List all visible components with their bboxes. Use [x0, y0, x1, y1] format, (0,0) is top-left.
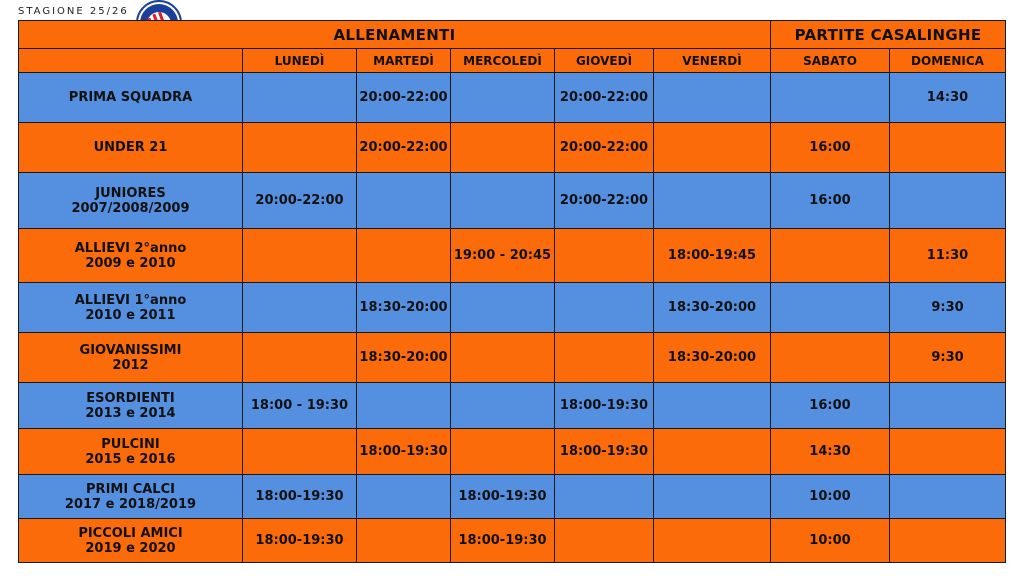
- team-column-header: [19, 49, 243, 73]
- schedule-cell: 20:00-22:00: [357, 73, 451, 123]
- schedule-cell: [357, 519, 451, 563]
- schedule-cell: [555, 283, 654, 333]
- schedule-cell: 9:30: [890, 333, 1006, 383]
- schedule-cell: [890, 519, 1006, 563]
- schedule-cell: [890, 123, 1006, 173]
- team-name-cell: [19, 475, 243, 519]
- team-name-cell: [19, 383, 243, 429]
- table-row: [19, 475, 1006, 519]
- schedule-cell: [357, 229, 451, 283]
- schedule-cell: [451, 429, 555, 475]
- team-name: JUNIORES: [95, 185, 166, 201]
- schedule-cell: [654, 519, 771, 563]
- day-header: VENERDÌ: [654, 49, 771, 73]
- team-name: PULCINI: [101, 436, 160, 452]
- schedule-cell: [555, 519, 654, 563]
- schedule-cell: 10:00: [771, 519, 890, 563]
- team-name-cell: [19, 123, 243, 173]
- schedule-cell: 16:00: [771, 123, 890, 173]
- schedule-cell: 20:00-22:00: [555, 123, 654, 173]
- schedule-cell: 10:00: [771, 475, 890, 519]
- schedule-cell: [771, 333, 890, 383]
- schedule-cell: [243, 429, 357, 475]
- header-group-row: [19, 21, 1006, 49]
- schedule-cell: [243, 333, 357, 383]
- team-name-cell: [19, 519, 243, 563]
- team-name-cell: [19, 229, 243, 283]
- schedule-cell: 18:30-20:00: [357, 333, 451, 383]
- schedule-cell: [771, 283, 890, 333]
- schedule-cell: 18:00-19:30: [555, 429, 654, 475]
- schedule-cell: [451, 283, 555, 333]
- training-header: ALLENAMENTI: [19, 21, 771, 49]
- schedule-cell: [890, 173, 1006, 229]
- table-row: [19, 429, 1006, 475]
- schedule-cell: 18:00 - 19:30: [243, 383, 357, 429]
- schedule-cell: [654, 383, 771, 429]
- schedule-cell: 18:30-20:00: [357, 283, 451, 333]
- day-header: GIOVEDÌ: [555, 49, 654, 73]
- table-row: [19, 333, 1006, 383]
- schedule-cell: [654, 123, 771, 173]
- schedule-cell: 18:00-19:30: [243, 519, 357, 563]
- table-row: [19, 283, 1006, 333]
- schedule-cell: [243, 229, 357, 283]
- table-row: [19, 229, 1006, 283]
- schedule-cell: [357, 383, 451, 429]
- team-name: ALLIEVI 1°anno: [74, 292, 187, 308]
- team-years: 2007/2008/2009: [71, 200, 190, 216]
- team-years: 2017 e 2018/2019: [64, 496, 197, 512]
- day-header: MERCOLEDÌ: [451, 49, 555, 73]
- schedule-cell: 20:00-22:00: [243, 173, 357, 229]
- schedule-cell: 16:00: [771, 173, 890, 229]
- schedule-cell: [243, 73, 357, 123]
- schedule-cell: [243, 283, 357, 333]
- team-years: 2013 e 2014: [85, 405, 176, 421]
- team-name: GIOVANISSIMI: [79, 342, 182, 358]
- day-header: LUNEDÌ: [243, 49, 357, 73]
- season-label: STAGIONE 25/26: [18, 6, 129, 17]
- schedule-cell: 18:00-19:45: [654, 229, 771, 283]
- schedule-cell: [357, 173, 451, 229]
- schedule-cell: [555, 229, 654, 283]
- day-header-row: [19, 49, 1006, 73]
- table-row: [19, 519, 1006, 563]
- team-name-cell: [19, 333, 243, 383]
- schedule-cell: 18:00-19:30: [451, 475, 555, 519]
- team-years: 2015 e 2016: [85, 451, 176, 467]
- schedule-cell: 20:00-22:00: [555, 73, 654, 123]
- table-row: [19, 173, 1006, 229]
- schedule-cell: 18:00-19:30: [357, 429, 451, 475]
- schedule-cell: 14:30: [771, 429, 890, 475]
- schedule-cell: 18:00-19:30: [451, 519, 555, 563]
- team-years: 2010 e 2011: [85, 307, 176, 323]
- team-name-cell: [19, 73, 243, 123]
- day-header: MARTEDÌ: [357, 49, 451, 73]
- team-name: ESORDIENTI: [86, 390, 175, 406]
- schedule-cell: [771, 73, 890, 123]
- team-name: UNDER 21: [93, 140, 168, 155]
- day-header: SABATO: [771, 49, 890, 73]
- table-row: [19, 73, 1006, 123]
- schedule-cell: 18:30-20:00: [654, 283, 771, 333]
- schedule-cell: 9:30: [890, 283, 1006, 333]
- schedule-cell: 18:00-19:30: [243, 475, 357, 519]
- team-name: PRIMI CALCI: [86, 481, 175, 497]
- schedule-cell: 20:00-22:00: [555, 173, 654, 229]
- schedule-cell: [654, 429, 771, 475]
- schedule-cell: [890, 383, 1006, 429]
- schedule-cell: [654, 475, 771, 519]
- schedule-cell: [451, 123, 555, 173]
- team-name: PRIMA SQUADRA: [68, 90, 193, 105]
- team-name-cell: [19, 429, 243, 475]
- team-name: ALLIEVI 2°anno: [74, 240, 187, 256]
- team-years: 2012: [112, 357, 149, 373]
- schedule-cell: [654, 73, 771, 123]
- schedule-cell: [654, 173, 771, 229]
- schedule-cell: [890, 429, 1006, 475]
- schedule-cell: [451, 383, 555, 429]
- schedule-cell: [451, 333, 555, 383]
- schedule-cell: [771, 229, 890, 283]
- schedule-cell: [451, 73, 555, 123]
- team-name: PICCOLI AMICI: [78, 525, 183, 541]
- day-header: DOMENICA: [890, 49, 1006, 73]
- table-row: [19, 123, 1006, 173]
- schedule-cell: [243, 123, 357, 173]
- home-matches-header: PARTITE CASALINGHE: [771, 21, 1006, 49]
- schedule-table: [18, 20, 1006, 563]
- team-name-cell: [19, 173, 243, 229]
- schedule-cell: 19:00 - 20:45: [451, 229, 555, 283]
- schedule-cell: [357, 475, 451, 519]
- team-name-cell: [19, 283, 243, 333]
- schedule-cell: 14:30: [890, 73, 1006, 123]
- team-years: 2019 e 2020: [85, 540, 176, 556]
- team-years: 2009 e 2010: [85, 255, 176, 271]
- schedule-cell: [555, 333, 654, 383]
- schedule-cell: 18:00-19:30: [555, 383, 654, 429]
- table-row: [19, 383, 1006, 429]
- schedule-cell: 16:00: [771, 383, 890, 429]
- schedule-cell: [890, 475, 1006, 519]
- schedule-cell: [451, 173, 555, 229]
- schedule-cell: 11:30: [890, 229, 1006, 283]
- schedule-cell: [555, 475, 654, 519]
- schedule-cell: 20:00-22:00: [357, 123, 451, 173]
- schedule-cell: 18:30-20:00: [654, 333, 771, 383]
